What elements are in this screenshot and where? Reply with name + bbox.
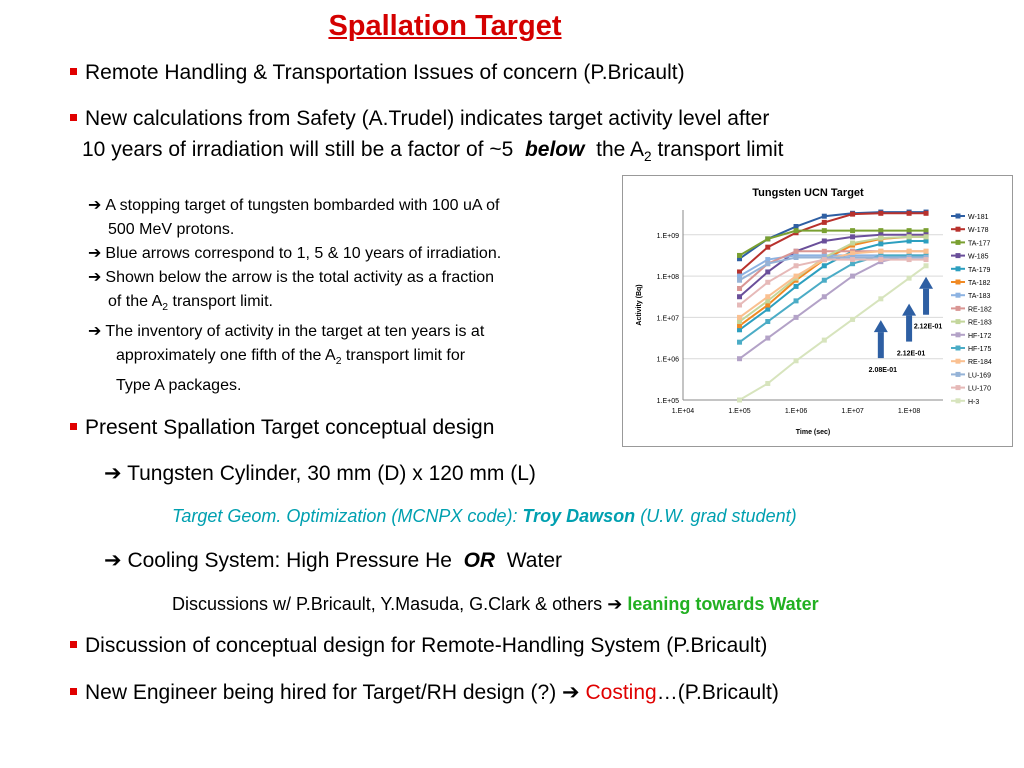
- legend-marker: [956, 240, 961, 245]
- legend-marker: [956, 372, 961, 377]
- irradiation-arrow-icon: [902, 304, 916, 316]
- data-point-h-3: [878, 296, 883, 301]
- arrow-annotation: 2.12E-01: [913, 323, 943, 331]
- note-3-cont: of the $A_2$ transport limit.: [108, 293, 273, 314]
- arrow-annotation: 2.12E-01: [896, 350, 926, 358]
- data-point-re-184: [924, 249, 929, 254]
- note-3: ➔ Shown below the arrow is the total activity as a fraction: [88, 269, 495, 286]
- data-point-h-3: [850, 317, 855, 322]
- note-4-cont2: Type A packages.: [116, 377, 242, 395]
- data-point-ta-177: [850, 228, 855, 233]
- data-point-w-178: [924, 211, 929, 216]
- data-point-lu-169: [737, 278, 742, 283]
- x-tick-label: 1.E+06: [784, 408, 808, 415]
- data-point-hf-172: [737, 356, 742, 361]
- arrow-right-icon: ➔: [88, 245, 102, 262]
- note-4-cont: approximately one fifth of the $A_2$ transport limit for: [116, 347, 466, 368]
- series-line-h-3: [740, 266, 927, 400]
- data-point-lu-170: [765, 280, 770, 285]
- bullet-safety-calc: [70, 107, 769, 131]
- y-tick-label: 1.E+09: [656, 232, 679, 240]
- data-point-re-184: [878, 249, 883, 254]
- data-point-h-3: [822, 338, 827, 343]
- data-point-h-3: [737, 398, 742, 403]
- bullet-text: Discussion of conceptual design for Remote-Handling System (P.Bricault): [85, 634, 768, 657]
- chart-svg: [623, 176, 1012, 446]
- y-tick-label: 1.E+08: [656, 274, 679, 282]
- data-point-re-182: [737, 286, 742, 291]
- slide-title: Spallation Target: [328, 10, 562, 42]
- bullet-marker: [70, 114, 77, 121]
- arrow-right-icon: ➔: [607, 594, 623, 614]
- bullet-marker: [70, 68, 77, 75]
- data-point-lu-169: [765, 261, 770, 266]
- arrow-right-icon: ➔: [104, 462, 122, 485]
- legend-label: W-181: [968, 214, 989, 221]
- data-point-re-183: [924, 234, 929, 239]
- data-point-w-178: [822, 220, 827, 225]
- legend-marker: [956, 214, 961, 219]
- data-point-re-183: [878, 236, 883, 241]
- x-tick-label: 1.E+07: [841, 408, 864, 415]
- legend-marker: [956, 346, 961, 351]
- data-point-re-184: [794, 274, 799, 279]
- legend-label: LU-170: [968, 385, 991, 393]
- x-tick-label: 1.E+04: [671, 408, 695, 415]
- data-point-re-184: [765, 294, 770, 299]
- note-1: ➔ A stopping target of tungsten bombarded with 100 uA of: [88, 197, 500, 214]
- data-point-w-185: [850, 234, 855, 239]
- data-point-re-183: [850, 241, 855, 246]
- data-point-w-178: [878, 211, 883, 216]
- data-point-re-182: [822, 249, 827, 254]
- data-point-re-183: [907, 234, 912, 239]
- y-axis-label: Activity (Bq): [636, 284, 643, 326]
- legend-marker: [956, 319, 961, 324]
- data-point-lu-170: [737, 303, 742, 308]
- troy-dawson: Troy Dawson: [522, 506, 636, 526]
- data-point-w-181: [822, 214, 827, 219]
- data-point-re-184: [737, 315, 742, 320]
- data-point-w-178: [907, 211, 912, 216]
- legend-marker: [956, 385, 961, 390]
- legend-label: TA-179: [968, 266, 991, 274]
- legend-label: TA-183: [968, 293, 991, 301]
- irradiation-arrow-shaft: [906, 316, 912, 342]
- bricault-text: …(P.Bricault): [656, 681, 779, 704]
- data-point-lu-170: [822, 257, 827, 262]
- data-point-w-185: [737, 294, 742, 299]
- legend-label: TA-182: [968, 280, 991, 287]
- legend-label: HF-172: [968, 332, 992, 340]
- data-point-hf-172: [765, 336, 770, 341]
- note-1-cont: 500 MeV protons.: [108, 221, 235, 238]
- bullet-rh-system: [70, 634, 767, 658]
- x-axis-label: Time (sec): [795, 429, 831, 436]
- bullet-text: Present Spallation Target conceptual design: [85, 416, 495, 439]
- data-point-h-3: [794, 358, 799, 363]
- legend-label: H-3: [968, 398, 980, 406]
- design-tungsten-cylinder: ➔ Tungsten Cylinder, 30 mm (D) x 120 mm (L): [104, 462, 536, 485]
- bullet-text: New Engineer being hired for Target/RH design (?): [85, 681, 557, 704]
- legend-marker: [956, 266, 961, 271]
- notes-block: [88, 194, 501, 398]
- costing-text: Costing: [585, 681, 657, 704]
- legend-marker: [956, 306, 961, 311]
- irradiation-arrow-shaft: [878, 332, 884, 358]
- data-point-w-185: [765, 269, 770, 274]
- legend-label: RE-183: [968, 319, 992, 327]
- data-point-hf-175: [794, 298, 799, 303]
- data-point-ta-179: [878, 241, 883, 246]
- data-point-re-184: [907, 249, 912, 254]
- data-point-ta-179: [822, 263, 827, 268]
- bullet-text: Remote Handling & Transportation Issues of concern (P.Bricault): [85, 61, 685, 84]
- leaning-water: leaning towards Water: [627, 594, 819, 614]
- note-4: ➔ The inventory of activity in the target at ten years is at: [88, 323, 485, 341]
- arrow-annotation: 2.08E-01: [868, 367, 898, 375]
- legend-marker: [956, 359, 961, 364]
- data-point-ta-177: [794, 228, 799, 233]
- irradiation-arrow-icon: [919, 277, 933, 289]
- legend-marker: [956, 253, 961, 258]
- bullet-safety-calc-line2: [82, 138, 784, 164]
- data-point-ta-177: [737, 253, 742, 258]
- bullet-conceptual-design: [70, 416, 494, 440]
- note-2: ➔ Blue arrows correspond to 1, 5 & 10 years of irradiation.: [88, 245, 502, 262]
- irradiation-arrow-icon: [874, 320, 888, 332]
- x-tick-label: 1.E+08: [897, 408, 921, 415]
- data-point-lu-170: [924, 257, 929, 262]
- data-point-w-185: [822, 238, 827, 243]
- data-point-h-3: [907, 276, 912, 281]
- data-point-w-178: [850, 212, 855, 217]
- arrow-right-icon: ➔: [88, 197, 102, 214]
- data-point-hf-172: [822, 294, 827, 299]
- legend-marker: [956, 280, 961, 285]
- a2-subscript: 2: [644, 149, 652, 165]
- bullet-remote-handling: [70, 61, 685, 85]
- legend-label: HF-175: [968, 346, 992, 353]
- data-point-lu-169: [794, 255, 799, 260]
- arrow-right-icon: ➔: [562, 681, 580, 704]
- legend-label: W-185: [968, 253, 989, 261]
- bullet-text: 10 years of irradiation will still be a factor of ~5: [82, 138, 514, 161]
- y-tick-label: 1.E+06: [656, 356, 679, 364]
- geom-optimization: Target Geom. Optimization (MCNPX code): Troy Dawson (U.W. grad student): [172, 506, 797, 526]
- legend-label: W-178: [968, 227, 989, 235]
- bullet-marker: [70, 641, 77, 648]
- data-point-hf-175: [765, 319, 770, 324]
- design-cooling-system: ➔ Cooling System: High Pressure He OR Water: [104, 549, 562, 572]
- bullet-marker: [70, 423, 77, 430]
- arrow-right-icon: ➔: [88, 269, 102, 286]
- or-emphasis: OR: [463, 549, 496, 572]
- data-point-lu-170: [907, 257, 912, 262]
- arrow-right-icon: ➔: [88, 323, 102, 341]
- the-a-text: the A: [596, 138, 645, 161]
- data-point-ta-179: [794, 284, 799, 289]
- data-point-h-3: [924, 263, 929, 268]
- data-point-hf-175: [822, 278, 827, 283]
- transport-limit-text: transport limit: [657, 138, 784, 161]
- chart-title: Tungsten UCN Target: [752, 187, 864, 199]
- data-point-lu-170: [878, 257, 883, 262]
- irradiation-arrow-shaft: [923, 289, 929, 315]
- legend-label: LU-169: [968, 372, 991, 380]
- data-point-re-182: [794, 249, 799, 254]
- arrow-right-icon: ➔: [104, 549, 122, 572]
- data-point-h-3: [765, 381, 770, 386]
- data-point-ta-177: [765, 236, 770, 241]
- data-point-lu-170: [850, 257, 855, 262]
- discussions-line: Discussions w/ P.Bricault, Y.Masuda, G.Clark & others ➔ leaning towards Water: [172, 594, 819, 614]
- bullet-marker: [70, 688, 77, 695]
- below-emphasis: below: [524, 138, 585, 161]
- legend-marker: [956, 293, 961, 298]
- y-tick-label: 1.E+05: [656, 398, 679, 405]
- legend-marker: [956, 398, 961, 403]
- bullet-new-engineer: [70, 680, 779, 705]
- data-point-hf-172: [794, 315, 799, 320]
- data-point-w-178: [765, 245, 770, 250]
- bullet-text: New calculations from Safety (A.Trudel) indicates target activity level after: [85, 107, 770, 130]
- tungsten-ucn-chart: [622, 175, 1013, 447]
- data-point-hf-172: [850, 274, 855, 279]
- data-point-lu-170: [794, 263, 799, 268]
- legend-label: RE-184: [968, 359, 992, 367]
- legend-label: RE-182: [968, 306, 992, 314]
- legend-label: TA-177: [968, 240, 991, 248]
- data-point-ta-177: [822, 228, 827, 233]
- legend-marker: [956, 227, 961, 232]
- data-point-hf-175: [737, 340, 742, 345]
- x-tick-label: 1.E+05: [728, 408, 751, 415]
- legend-marker: [956, 332, 961, 337]
- y-tick-label: 1.E+07: [656, 315, 679, 323]
